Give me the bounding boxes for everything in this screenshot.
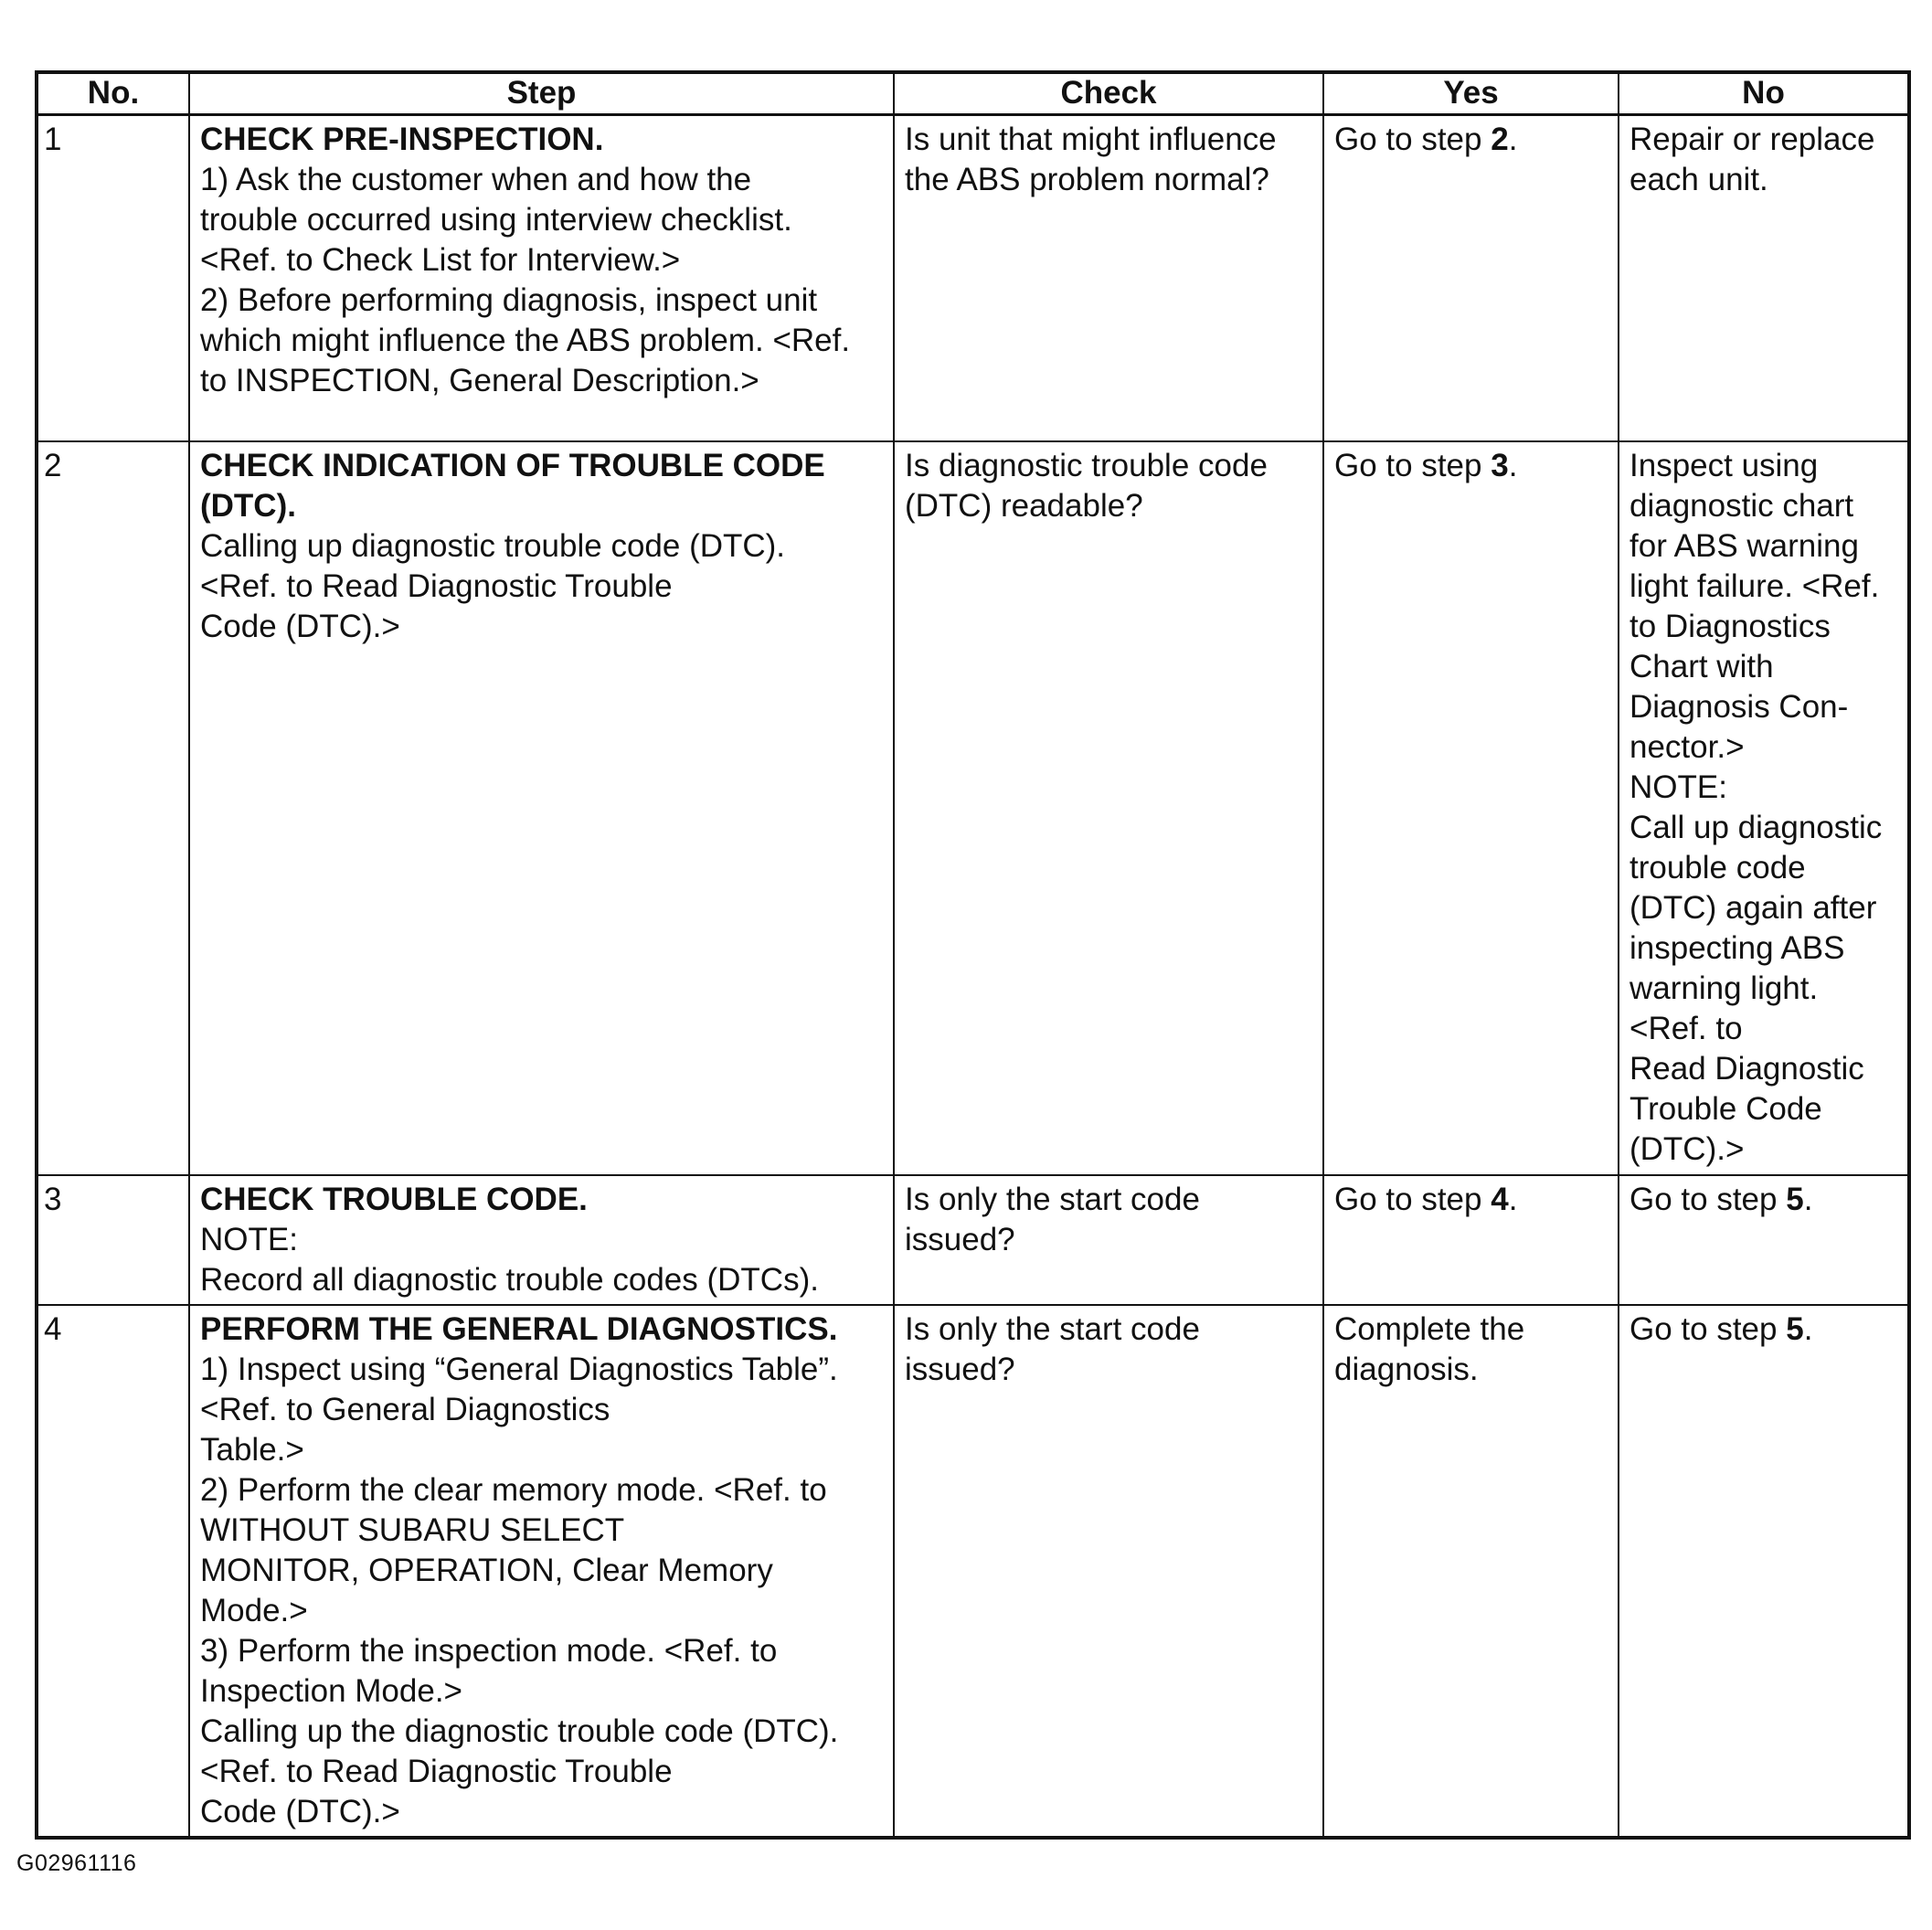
table-row — [37, 1305, 1909, 1838]
no-line: Repair or replace — [1629, 121, 1875, 157]
no-line: each unit. — [1629, 161, 1768, 197]
table-row — [37, 441, 1909, 1175]
yes-step-number: 2 — [1491, 121, 1509, 157]
no-line: inspecting ABS — [1629, 930, 1845, 966]
no-suffix: . — [1803, 1311, 1813, 1347]
no-cell — [1619, 1305, 1909, 1838]
check-cell — [894, 441, 1323, 1175]
step-line: 2) Before performing diagnosis, inspect unit — [200, 281, 818, 318]
step-cell — [189, 441, 894, 1175]
step-line: Inspection Mode.> — [200, 1673, 462, 1709]
check-line: the ABS problem normal? — [905, 161, 1269, 197]
no-prefix: Go to step — [1629, 1182, 1787, 1217]
step-line: <Ref. to Read Diagnostic Trouble — [200, 568, 673, 604]
step-cell — [189, 114, 894, 441]
check-line: issued? — [905, 1352, 1015, 1387]
step-cell — [189, 1175, 894, 1305]
yes-step-number: 3 — [1491, 448, 1509, 483]
yes-prefix: Go to step — [1334, 121, 1491, 157]
no-line: Inspect using — [1629, 448, 1819, 483]
yes-line: Complete the — [1334, 1311, 1525, 1347]
yes-suffix: . — [1508, 1182, 1518, 1217]
check-line: Is only the start code — [905, 1182, 1200, 1217]
step-title: CHECK TROUBLE CODE. — [200, 1182, 588, 1217]
step-line: NOTE: — [200, 1222, 298, 1257]
step-line: Calling up diagnostic trouble code (DTC). — [200, 528, 786, 564]
yes-line: diagnosis. — [1334, 1352, 1479, 1387]
check-line: issued? — [905, 1222, 1015, 1257]
diagnostic-table — [35, 70, 1911, 1840]
no-line: Call up diagnostic — [1629, 810, 1883, 845]
step-line: 1) Inspect using “General Diagnostics Table”. — [200, 1352, 838, 1387]
step-line: trouble occurred using interview checklist. — [200, 201, 792, 238]
row-number: 2 — [37, 441, 189, 1175]
no-cell — [1619, 441, 1909, 1175]
check-line: Is diagnostic trouble code — [905, 448, 1268, 483]
no-line: to Diagnostics — [1629, 609, 1831, 644]
no-line: <Ref. to — [1629, 1011, 1743, 1046]
check-line: Is unit that might influence — [905, 121, 1277, 157]
yes-cell — [1323, 1175, 1619, 1305]
header-no-result: No — [1619, 72, 1909, 114]
yes-suffix: . — [1508, 121, 1518, 157]
table-row — [37, 1175, 1909, 1305]
step-line: <Ref. to Check List for Interview.> — [200, 241, 681, 278]
yes-suffix: . — [1508, 448, 1518, 483]
step-line: Mode.> — [200, 1593, 308, 1628]
check-line: Is only the start code — [905, 1311, 1200, 1347]
step-cell — [189, 1305, 894, 1838]
check-cell — [894, 1305, 1323, 1838]
row-number: 3 — [37, 1175, 189, 1305]
no-line: Diagnosis Con- — [1629, 689, 1849, 725]
no-line: Trouble Code — [1629, 1091, 1822, 1127]
no-step-number: 5 — [1786, 1182, 1804, 1217]
step-title: CHECK PRE-INSPECTION. — [200, 121, 604, 157]
step-line: 2) Perform the clear memory mode. <Ref. to — [200, 1472, 827, 1508]
no-line: diagnostic chart — [1629, 488, 1854, 524]
header-check: Check — [894, 72, 1323, 114]
row-number: 1 — [37, 114, 189, 441]
yes-cell — [1323, 114, 1619, 441]
no-prefix: Go to step — [1629, 1311, 1787, 1347]
no-line: trouble code — [1629, 850, 1806, 885]
no-suffix: . — [1803, 1182, 1813, 1217]
yes-cell — [1323, 441, 1619, 1175]
no-line: Read Diagnostic — [1629, 1051, 1864, 1087]
table-row — [37, 114, 1909, 441]
step-line: MONITOR, OPERATION, Clear Memory — [200, 1553, 773, 1588]
step-line: 1) Ask the customer when and how the — [200, 161, 752, 197]
step-line: <Ref. to Read Diagnostic Trouble — [200, 1754, 673, 1789]
step-title: (DTC). — [200, 488, 296, 524]
table-header-row — [37, 72, 1909, 114]
yes-step-number: 4 — [1491, 1182, 1509, 1217]
step-line: to INSPECTION, General Description.> — [200, 362, 759, 398]
no-line: for ABS warning — [1629, 528, 1859, 564]
header-step: Step — [189, 72, 894, 114]
row-number: 4 — [37, 1305, 189, 1838]
yes-cell — [1323, 1305, 1619, 1838]
step-line: Record all diagnostic trouble codes (DTCs). — [200, 1262, 819, 1298]
header-no: No. — [37, 72, 189, 114]
no-line: (DTC) again after — [1629, 890, 1877, 926]
step-line: Calling up the diagnostic trouble code (DTC). — [200, 1713, 839, 1749]
step-line: which might influence the ABS problem. <Ref. — [200, 322, 851, 358]
no-line: Chart with — [1629, 649, 1774, 684]
check-cell — [894, 114, 1323, 441]
header-yes: Yes — [1323, 72, 1619, 114]
step-title: PERFORM THE GENERAL DIAGNOSTICS. — [200, 1311, 838, 1347]
yes-prefix: Go to step — [1334, 448, 1491, 483]
no-step-number: 5 — [1786, 1311, 1804, 1347]
no-line: NOTE: — [1629, 769, 1727, 805]
no-line: (DTC).> — [1629, 1131, 1745, 1167]
no-line: light failure. <Ref. — [1629, 568, 1880, 604]
step-line: Code (DTC).> — [200, 609, 400, 644]
yes-prefix: Go to step — [1334, 1182, 1491, 1217]
no-line: warning light. — [1629, 970, 1819, 1006]
no-cell — [1619, 1175, 1909, 1305]
step-line: WITHOUT SUBARU SELECT — [200, 1512, 625, 1548]
no-line: nector.> — [1629, 729, 1745, 765]
step-line: Table.> — [200, 1432, 304, 1468]
step-line: 3) Perform the inspection mode. <Ref. to — [200, 1633, 778, 1669]
step-line: Code (DTC).> — [200, 1794, 400, 1829]
step-line: <Ref. to General Diagnostics — [200, 1392, 610, 1427]
check-cell — [894, 1175, 1323, 1305]
no-cell — [1619, 114, 1909, 441]
figure-id: G02961116 — [16, 1850, 137, 1876]
step-title: CHECK INDICATION OF TROUBLE CODE — [200, 448, 825, 483]
check-line: (DTC) readable? — [905, 488, 1143, 524]
